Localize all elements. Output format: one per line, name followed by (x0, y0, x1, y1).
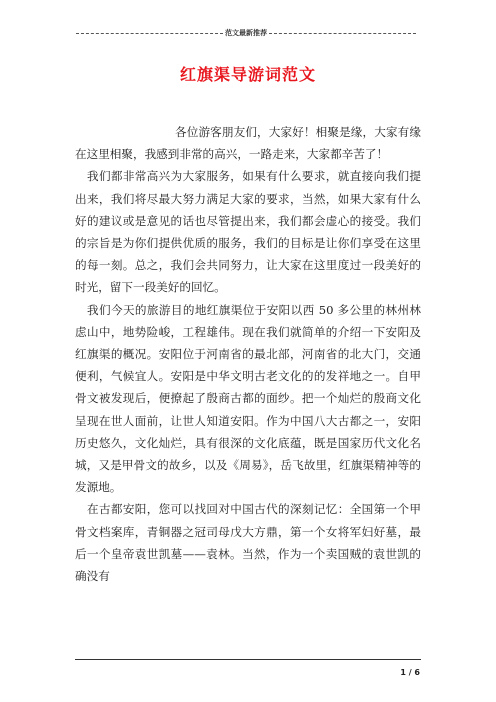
header-dash-left (76, 33, 223, 34)
paragraph-history: 在古都安阳，您可以找回对中国古代的深刻记忆：全国第一个甲骨文档案库，青铜器之冠司母戊大方鼎，第一个女将军妇好墓，最后一个皇帝袁世凯墓——袁林。当然，作为一个卖国贼的袁世凯的确没有 (75, 502, 421, 584)
paragraph-greeting: 各位游客朋友们，大家好！相聚是缘，大家有缘在这里相聚，我感到非常的高兴，一路走来，大家都辛苦了！ (75, 125, 421, 162)
paragraph-overview: 我们今天的旅游目的地红旗渠位于安阳以西 50 多公里的林州林虑山中，地势险峻，工程雄伟。现在我们就简单的介绍一下安阳及红旗渠的概况。安阳位于河南省的最北部，河南省的北大门，交通便利，气候宜人。安阳是中华文明古老文化的的发祥地之一。自甲骨文被发现后，便撩起了殷商古都的面纱。把一个灿烂的殷商文化呈现在世人面前，让世人知道安阳。作为中国八大古都之一，安阳历史悠久，文化灿烂，具有很深的文化底蕴，既是国家历代文化名城，又是甲骨文的故乡，以及《周易》，岳飞故里，红旗渠精神等的发源地。 (75, 302, 421, 495)
page-number: 1 / 6 (400, 668, 420, 677)
document-title: 红旗渠导游词范文 (179, 65, 316, 84)
header-rule (76, 28, 416, 38)
document-body (75, 121, 421, 587)
header-label: 范文最新推荐 (225, 29, 267, 37)
footer-rule (75, 659, 421, 660)
header-dash-right (269, 33, 416, 34)
paragraph-service: 我们都非常高兴为大家服务，如果有什么要求，就直接向我们提出来，我们将尽最大努力满足大家的要求，当然，如果大家有什么好的建议或是意见的话也尽管提出来，我们都会虚心的接受。我们的宗旨是为你们提供优质的服务，我们的目标是让你们享受在这里的每一刻。总之，我们会共同努力，让大家在这里度过一段美好的时光，留下一段美好的回忆。 (75, 169, 421, 295)
